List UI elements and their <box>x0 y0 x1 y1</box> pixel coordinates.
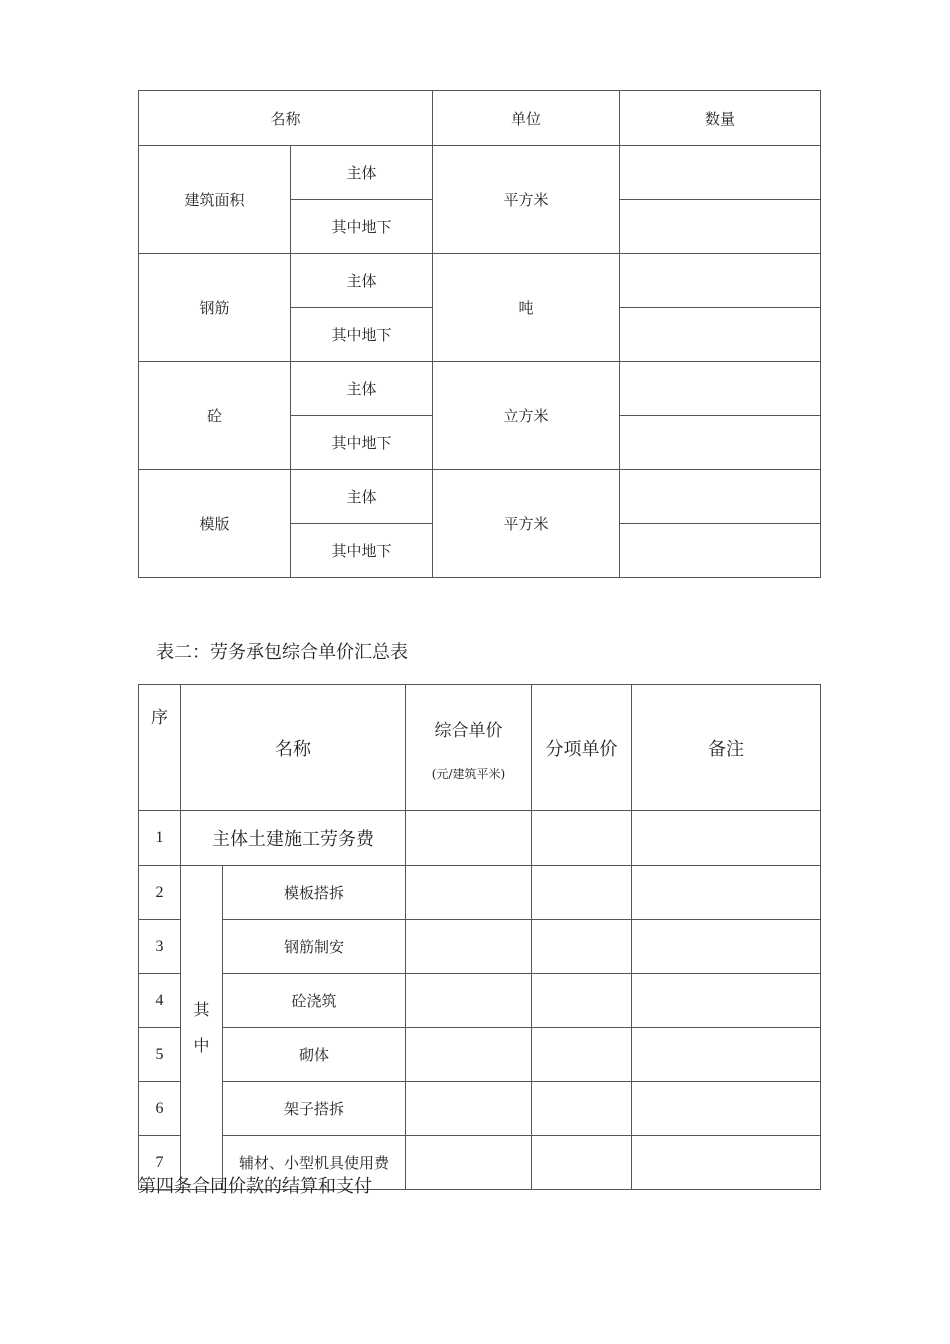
row-name: 砼浇筑 <box>223 974 406 1028</box>
unit-price-label: 综合单价 <box>434 720 503 741</box>
header-seq: 序 <box>139 685 181 811</box>
item-price-cell <box>532 974 632 1028</box>
item-price-cell <box>532 866 632 920</box>
group-unit: 平方米 <box>433 146 620 254</box>
table2-caption: 表二：劳务承包综合单价汇总表 <box>156 642 408 663</box>
row-name: 架子搭拆 <box>223 1082 406 1136</box>
item-price-cell <box>532 1028 632 1082</box>
section-heading: 第四条合同价款的结算和支付 <box>138 1176 372 1197</box>
remark-cell <box>632 974 821 1028</box>
row-name: 辅材、小型机具使用费 <box>223 1136 406 1190</box>
row-name: 钢筋制安 <box>223 920 406 974</box>
sub-name: 主体 <box>291 146 433 200</box>
unit-price-table-header <box>139 685 821 811</box>
table-row <box>139 866 821 920</box>
sub-name: 其中地下 <box>291 308 433 362</box>
sub-name: 主体 <box>291 470 433 524</box>
quantity-cell <box>620 308 821 362</box>
table-row <box>139 362 821 416</box>
table-row <box>139 254 821 308</box>
quantity-cell <box>620 416 821 470</box>
sub-name: 其中地下 <box>291 200 433 254</box>
sub-name: 其中地下 <box>291 416 433 470</box>
row-seq: 1 <box>139 811 181 866</box>
row-seq: 2 <box>139 866 181 920</box>
remark-cell <box>632 1082 821 1136</box>
group-unit: 平方米 <box>433 470 620 578</box>
remark-cell <box>632 811 821 866</box>
item-price-cell <box>532 1082 632 1136</box>
unit-price-cell <box>406 920 532 974</box>
table-row <box>139 811 821 866</box>
header-remark: 备注 <box>632 685 821 811</box>
group-name: 模版 <box>139 470 291 578</box>
row-name: 模板搭拆 <box>223 866 406 920</box>
unit-price-cell <box>406 1082 532 1136</box>
header-unit-price <box>406 685 532 811</box>
row-seq: 7 <box>139 1136 181 1190</box>
sub-name: 主体 <box>291 254 433 308</box>
group-unit: 吨 <box>433 254 620 362</box>
unit-price-cell <box>406 811 532 866</box>
row-name: 主体土建施工劳务费 <box>181 811 406 866</box>
quantity-table-header <box>139 91 821 146</box>
group-label-char: 其 <box>193 999 210 1019</box>
quantity-cell <box>620 362 821 416</box>
remark-cell <box>632 1136 821 1190</box>
row-seq: 6 <box>139 1082 181 1136</box>
table-row <box>139 920 821 974</box>
item-price-cell <box>532 920 632 974</box>
unit-price-cell <box>406 1028 532 1082</box>
header-unit: 单位 <box>433 91 620 146</box>
row-seq: 3 <box>139 920 181 974</box>
group-label-char: 中 <box>193 1035 210 1055</box>
unit-price-cell <box>406 974 532 1028</box>
quantity-cell <box>620 146 821 200</box>
row-seq: 5 <box>139 1028 181 1082</box>
quantity-cell <box>620 470 821 524</box>
unit-price-cell <box>406 1136 532 1190</box>
group-name: 建筑面积 <box>139 146 291 254</box>
sub-name: 主体 <box>291 362 433 416</box>
unit-price-cell <box>406 866 532 920</box>
table-row <box>139 1028 821 1082</box>
table-row <box>139 1082 821 1136</box>
row-seq: 4 <box>139 974 181 1028</box>
remark-cell <box>632 866 821 920</box>
group-unit: 立方米 <box>433 362 620 470</box>
header-name: 名称 <box>181 685 406 811</box>
header-item-price: 分项单价 <box>532 685 632 811</box>
sub-name: 其中地下 <box>291 524 433 578</box>
item-price-cell <box>532 1136 632 1190</box>
group-name: 砼 <box>139 362 291 470</box>
remark-cell <box>632 1028 821 1082</box>
header-name: 名称 <box>139 91 433 146</box>
header-quantity: 数量 <box>620 91 821 146</box>
quantity-cell <box>620 524 821 578</box>
unit-price-table <box>138 684 821 1190</box>
item-price-cell <box>532 811 632 866</box>
group-label <box>181 866 223 1190</box>
quantity-cell <box>620 200 821 254</box>
quantity-table <box>138 90 821 578</box>
row-name: 砌体 <box>223 1028 406 1082</box>
table-row <box>139 470 821 524</box>
unit-price-unit: (元/建筑平米) <box>431 766 506 781</box>
group-name: 钢筋 <box>139 254 291 362</box>
quantity-cell <box>620 254 821 308</box>
table-row <box>139 974 821 1028</box>
remark-cell <box>632 920 821 974</box>
table-row <box>139 146 821 200</box>
